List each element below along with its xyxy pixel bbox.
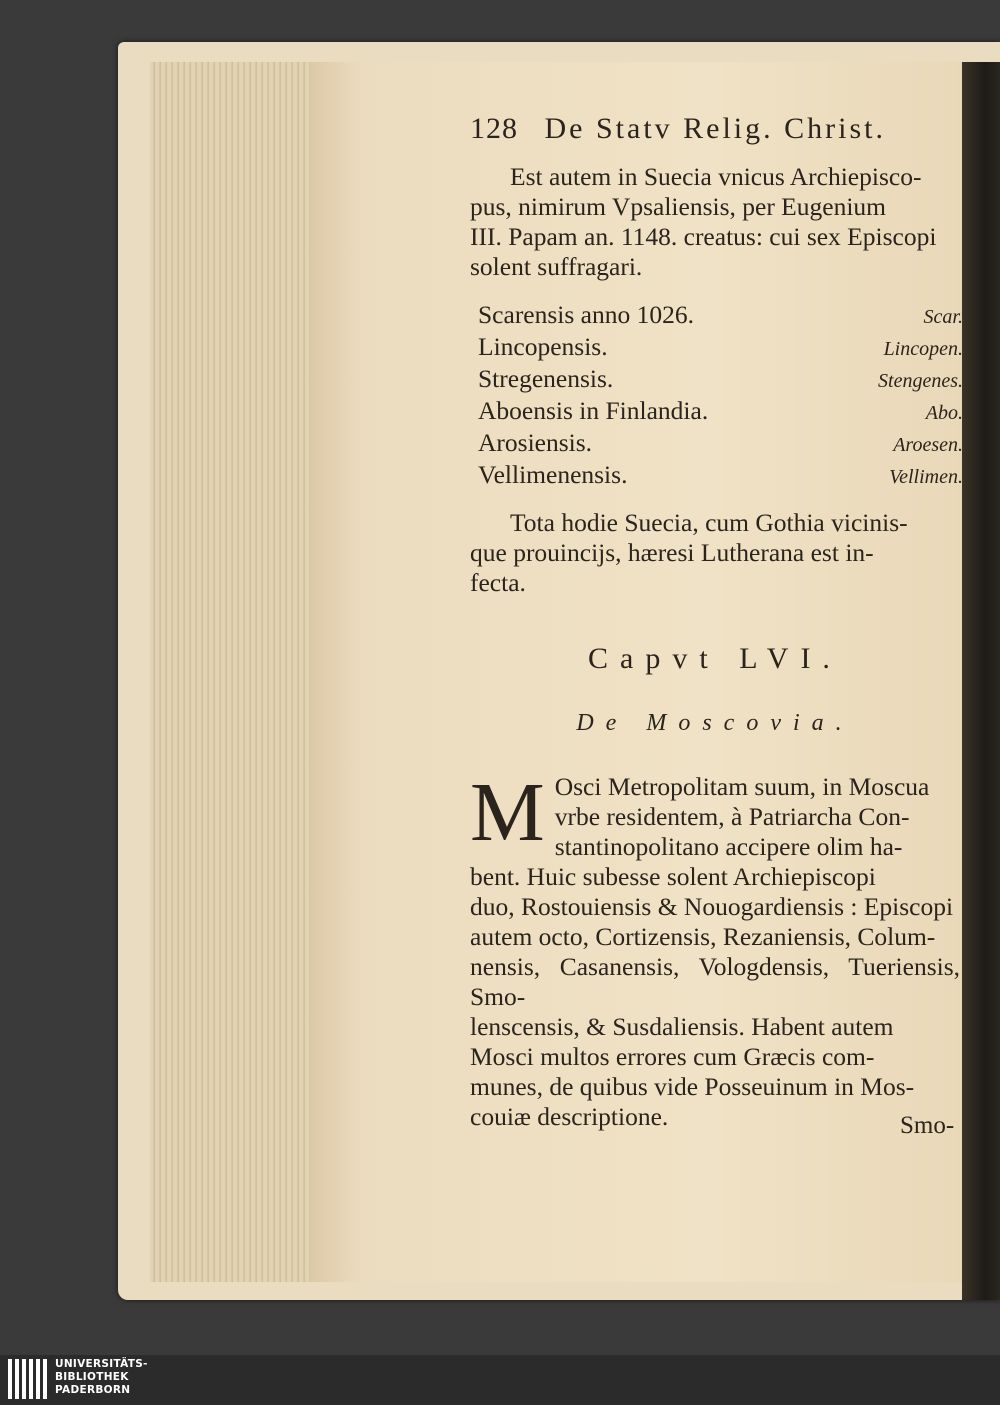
list-item <box>478 332 963 364</box>
text-line: munes, de quibus vide Posseuinum in Mos- <box>470 1072 915 1101</box>
sees-list <box>478 300 963 492</box>
logo-line: BIBLIOTHEK <box>55 1371 129 1383</box>
text-line: bent. Huic subesse solent Archiepiscopi <box>470 862 876 891</box>
page-edges <box>150 62 322 1282</box>
logo-line: UNIVERSITÄTS- <box>55 1358 148 1370</box>
text-line: duo, Rostouiensis & Nouogardiensis : Episcopi <box>470 892 954 921</box>
see-name: Arosiensis. <box>478 428 593 457</box>
running-title: De Statv Relig. Christ. <box>544 112 886 145</box>
paragraph-moscovia <box>470 766 960 1132</box>
text-line: couiæ descriptione. <box>470 1102 669 1131</box>
see-name: Lincopensis. <box>478 332 608 361</box>
text-line: fecta. <box>470 568 526 597</box>
drop-cap: M <box>470 766 545 859</box>
list-item <box>478 300 963 332</box>
page-gutter <box>962 62 1000 1300</box>
text-line: nensis, Casanensis, Vologdensis, Tueriensis, Smo- <box>470 952 960 1011</box>
text-line: Mosci multos errores cum Græcis com- <box>470 1042 875 1071</box>
list-item <box>478 428 963 460</box>
list-item <box>478 460 963 492</box>
see-abbreviation: Aroesen. <box>893 434 963 456</box>
text-line: pus, nimirum Vpsaliensis, per Eugenium <box>470 192 886 221</box>
catchword: Smo- <box>900 1112 955 1139</box>
text-line: que prouincijs, hæresi Lutherana est in- <box>470 538 874 567</box>
text-line: lenscensis, & Susdaliensis. Habent autem <box>470 1012 894 1041</box>
see-name: Stregenensis. <box>478 364 614 393</box>
text-line: Osci Metropolitam suum, in Moscua <box>554 772 930 801</box>
see-name: Aboensis in Finlandia. <box>478 396 709 425</box>
library-logo-icon <box>8 1359 48 1399</box>
see-abbreviation: Lincopen. <box>883 338 963 360</box>
footer-bar <box>0 1355 1000 1405</box>
see-abbreviation: Stengenes. <box>878 370 963 392</box>
paragraph-archbishop <box>470 162 960 282</box>
see-name: Scarensis anno 1026. <box>478 300 695 329</box>
running-header <box>470 112 960 146</box>
list-item <box>478 396 963 428</box>
library-logo-text <box>55 1358 148 1397</box>
text-line: solent suffragari. <box>470 252 643 281</box>
text-line: vrbe residentem, à Patriarcha Con- <box>554 802 910 831</box>
text-line: Tota hodie Suecia, cum Gothia vicinis- <box>510 508 908 537</box>
see-abbreviation: Scar. <box>923 306 963 328</box>
page-number: 128 <box>470 112 518 145</box>
see-abbreviation: Vellimen. <box>889 466 963 488</box>
chapter-subtitle: De Moscovia. <box>576 710 854 736</box>
text-line: III. Papam an. 1148. creatus: cui sex Episcopi <box>470 222 937 251</box>
text-line: Est autem in Suecia vnicus Archiepisco- <box>510 162 922 191</box>
chapter-heading: Capvt LVI. <box>588 642 842 675</box>
text-line: autem octo, Cortizensis, Rezaniensis, Colum- <box>470 922 936 951</box>
paragraph-lutheran <box>470 508 960 598</box>
logo-line: PADERBORN <box>55 1384 131 1396</box>
see-abbreviation: Abo. <box>925 402 963 424</box>
text-line: stantinopolitano accipere olim ha- <box>554 832 903 861</box>
list-item <box>478 364 963 396</box>
see-name: Vellimenensis. <box>478 460 628 489</box>
